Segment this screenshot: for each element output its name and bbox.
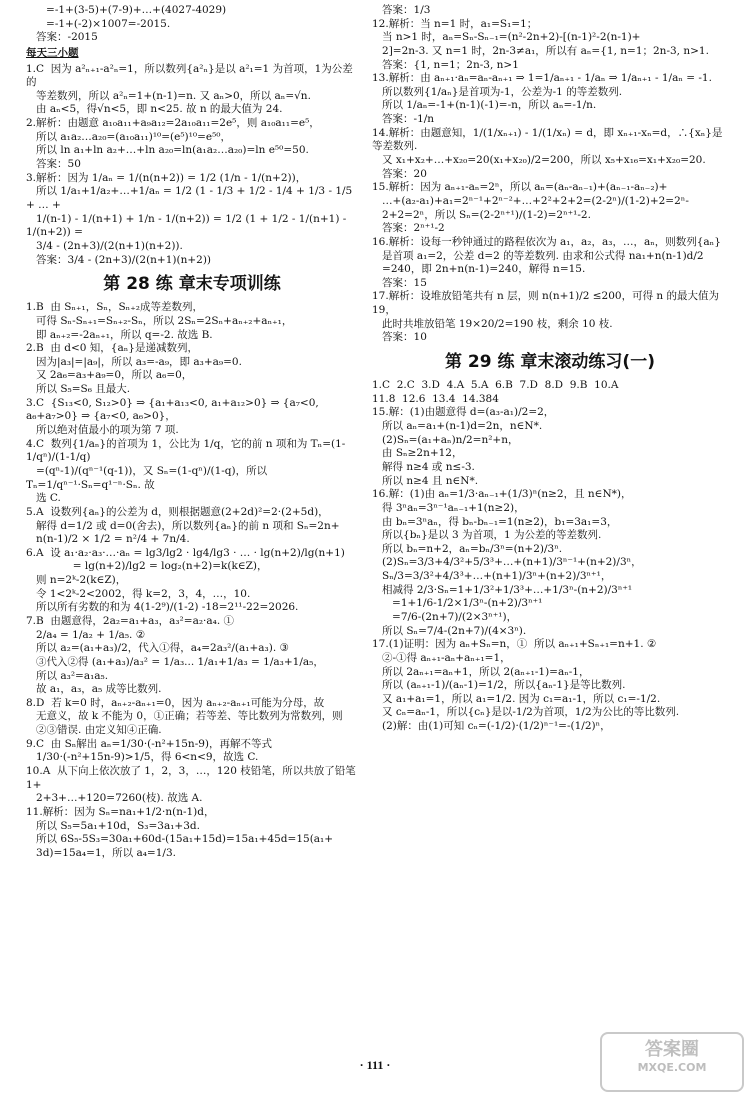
text-line: 令 1<2ᵏ-2<2002，得 k=2，3，4，…，10. (26, 587, 251, 600)
text-line: 因为|a₃|=|a₉|，所以 a₃=-a₉，即 a₃+a₉=0. (26, 355, 242, 368)
text-line: 所以 bₙ=n+2，aₙ=bₙ/3ⁿ=(n+2)/3ⁿ. (372, 542, 563, 555)
left-column (26, 4, 358, 861)
text-line: 所以 S₅=S₆ 且最大. (26, 383, 131, 396)
text-line: 2+2=2ⁿ，所以 Sₙ=(2-2ⁿ⁺¹)/(1-2)=2ⁿ⁺¹-2. (372, 208, 591, 221)
text-line: 无意义，故 k 不能为 0，①正确；若等差、等比数列为常数列，则 (26, 710, 343, 723)
text-line: n(n-1)/2 × 1/2 = n²/4 + 7n/4. (26, 533, 190, 546)
text-line: =(qⁿ-1)/(qⁿ⁻¹(q-1))，又 Sₙ=(1-qⁿ)/(1-q)，所以 Tₙ=1/qⁿ⁻¹·Sₙ=q¹⁻ⁿ·Sₙ. 故 (26, 464, 271, 491)
text-line: 2+3+…+120=7260(枝). 故选 A. (26, 792, 203, 805)
text-line: 10.A 从下向上依次放了 1，2，3，…，120 枝铅笔，所以共放了铅笔 1+ (26, 765, 360, 791)
text-line: 3.解析：因为 1/aₙ = 1/(n(n+2)) = 1/2 (1/n - 1/(n+2))， (26, 171, 307, 184)
text-line: 8.D 若 k=0 时，aₙ₊₂-aₙ₊₁=0，因为 aₙ₊₂-aₙ₊₁可能为分母，故 (26, 696, 325, 709)
text-line: 1.C 2.C 3.D 4.A 5.A 6.B 7.D 8.D 9.B 10.A (372, 379, 619, 392)
text-line: 17.(1)证明：因为 aₙ+Sₙ=n，① 所以 aₙ₊₁+Sₙ₊₁=n+1. ② (372, 638, 657, 651)
text-line: 16.解析：设每一秒钟通过的路程依次为 a₁，a₂，a₃，…，aₙ，则数列{aₙ} (372, 235, 721, 248)
text-line: 15.解：(1)由题意得 d=(a₃-a₁)/2=2， (372, 406, 555, 419)
text-line: Sₙ/3=3/3²+4/3³+…+(n+1)/3ⁿ+(n+2)/3ⁿ⁺¹， (372, 570, 612, 583)
text-line: 相减得 2/3·Sₙ=1+1/3²+1/3³+…+1/3ⁿ-(n+2)/3ⁿ⁺¹ (372, 583, 633, 596)
text-line: 所以绝对值最小的项为第 7 项. (26, 424, 179, 437)
text-line: 故 a₁，a₃，a₅ 成等比数列. (26, 683, 162, 696)
right-column (372, 4, 728, 734)
text-line: 又 x₁+x₂+…+x₂₀=20(x₁+x₂₀)/2=200，所以 x₅+x₁₆=x₁+x₂₀=20. (372, 154, 706, 167)
text-line: 2.B 由 d<0 知，{aₙ}是递减数列， (26, 342, 198, 355)
text-line: 所以 S₅=5a₁+10d，S₃=3a₁+3d. (26, 819, 200, 832)
watermark-logo (600, 1032, 744, 1092)
text-line: 则 n=2ᵏ-2(k∈Z)， (26, 574, 127, 587)
text-line: 所以 2aₙ₊₁=aₙ+1，所以 2(aₙ₊₁-1)=aₙ-1， (372, 665, 590, 678)
text-line: 17.解析：设堆放铅笔共有 n 层，则 n(n+1)/2 ≤200，可得 n 的最大值为 19， (372, 290, 723, 317)
text-line: 4.C 数列{1/aₙ}的首项为 1，公比为 1/q，它的前 n 项和为 Tₙ=(1-1/qⁿ)/(1-1/q) (26, 437, 346, 464)
text-line: 1/(n-1) - 1/(n+1) + 1/n - 1/(n+2)) = 1/2 (1 + 1/2 - 1/(n+1) - 1/(n+2)) = (26, 212, 350, 239)
text-line: 所以{bₙ}是以 3 为首项，1 为公差的等差数列. (372, 529, 602, 542)
text-line: 2.解析：由题意 a₁₀a₁₁+a₉a₁₂=2a₁₀a₁₁=2e⁵，则 a₁₀a₁₁=e⁵， (26, 117, 320, 130)
text-line: 解得 d=1/2 或 d=0(舍去)，所以数列{aₙ}的前 n 项和 Sₙ=2n+ (26, 519, 340, 532)
text-line: 由 Sₙ≥2n+12， (372, 447, 463, 460)
text-line: 13.解析：由 aₙ₊₁·aₙ=aₙ-aₙ₊₁ ⇒ 1=1/aₙ₊₁ - 1/aₙ ⇒ 1/aₙ₊₁ - 1/aₙ = -1. (372, 72, 712, 85)
text-line: 即 aₙ₊₂=-2aₙ₊₁，所以 q=-2. 故选 B. (26, 328, 213, 341)
text-line: 又 a₁+a₁=1，所以 a₁=1/2. 因为 c₁=a₁-1，所以 c₁=-1/2. (372, 692, 661, 705)
text-line: 11.解析：因为 Sₙ=na₁+1/2·n(n-1)d， (26, 805, 215, 818)
text-line: …+(a₂-a₁)+a₁=2ⁿ⁻¹+2ⁿ⁻²+…+2²+2+2=(2-2ⁿ)/(1-2)+2=2ⁿ- (372, 194, 689, 207)
text-line: 所以 a₃²=a₁a₅. (26, 669, 109, 682)
text-line: 又 2a₆=a₃+a₉=0，所以 a₆=0， (26, 369, 193, 382)
text-line: 所以所有劣数的和为 4(1-2⁹)/(1-2) -18=2¹¹-22=2026. (26, 601, 299, 614)
text-line: 所以 (aₙ₊₁-1)/(aₙ-1)=1/2，所以{aₙ-1}是等比数列. (372, 679, 626, 692)
text-line: 此时共堆放铅笔 19×20/2=190 枝，剩余 10 枝. (372, 317, 613, 330)
text-line: 是首项 a₁=2，公差 d=2 的等差数列. 由求和公式得 na₁+n(n-1)d/2 (372, 249, 704, 262)
text-line: 答案：2ⁿ⁺¹-2 (372, 222, 445, 235)
text-line: 又 cₙ=aₙ-1，所以{cₙ}是以-1/2为首项，1/2为公比的等比数列. (372, 706, 680, 719)
text-line: (2)Sₙ=3/3+4/3²+5/3³+…+(n+1)/3ⁿ⁻¹+(n+2)/3ⁿ， (372, 556, 642, 569)
text-line: 所以 a₁a₂…a₂₀=(a₁₀a₁₁)¹⁰=(e⁵)¹⁰=e⁵⁰， (26, 130, 231, 143)
text-line: 所以 aₙ=a₁+(n-1)d=2n，n∈N*. (372, 420, 543, 433)
text-line: 16.解：(1)由 aₙ=1/3·aₙ₋₁+(1/3)ⁿ(n≥2，且 n∈N*)， (372, 488, 632, 501)
text-line: 1.B 由 Sₙ₊₁，Sₙ，Sₙ₊₂成等差数列， (26, 301, 203, 314)
text-line: 答案：20 (372, 167, 427, 180)
text-line: 所以 1/a₁+1/a₂+…+1/aₙ = 1/2 (1 - 1/3 + 1/2 - 1/4 + 1/3 - 1/5 + … + (26, 185, 356, 211)
text-line: 2]=2n-3. 又 n=1 时，2n-3≠a₁，所以有 aₙ={1, n=1；2n-3, n>1. (372, 44, 709, 57)
text-line: =1+1/6-1/2×1/3ⁿ-(n+2)/3ⁿ⁺¹ (372, 597, 543, 610)
text-line: 答案：-2015 (26, 31, 98, 44)
text-line: =-1+(-2)×1007=-2015. (26, 17, 171, 30)
text-line: 所以 a₂=(a₁+a₃)/2，代入①得，a₄=2a₃²/(a₁+a₃). ③ (26, 642, 289, 655)
text-line: =240，即 2n+n(n-1)=240，解得 n=15. (372, 263, 586, 276)
text-line: 由 aₙ<5，得√n<5，即 n<25. 故 n 的最大值为 24. (26, 103, 283, 116)
text-line: 当 n>1 时，aₙ=Sₙ-Sₙ₋₁=(n²-2n+2)-[(n-1)²-2(n-1)+ (372, 31, 641, 44)
text-line: = lg(n+2)/lg2 = log₂(n+2)=k(k∈Z)， (26, 560, 268, 573)
text-line: 等差数列，所以 a²ₙ=1+(n-1)=n. 又 aₙ>0，所以 aₙ=√n. (26, 89, 311, 102)
text-line: 由 bₙ=3ⁿaₙ，得 bₙ-bₙ₋₁=1(n≥2)，b₁=3a₁=3， (372, 515, 618, 528)
text-line: 答案：10 (372, 331, 427, 344)
text-line: 3d)=15a₄=1，所以 a₄=1/3. (26, 846, 176, 859)
text-line: 15.解析：因为 aₙ₊₁-aₙ=2ⁿ，所以 aₙ=(aₙ-aₙ₋₁)+(aₙ₋₁-aₙ₋₂)+ (372, 181, 668, 194)
text-line: 所以数列{1/aₙ}是首项为-1，公差为-1 的等差数列. (372, 85, 623, 98)
text-line: =7/6-(2n+7)/(2×3ⁿ⁺¹)， (372, 611, 518, 623)
text-line: 所以 n≥4 且 n∈N*. (372, 474, 479, 487)
subsection-title: 每天三小题 (26, 46, 79, 59)
text-line: 14.解析：由题意知，1/(1/xₙ₊₁) - 1/(1/xₙ) = d，即 xₙ₊₁-xₙ=d，∴{xₙ}是等差数列. (372, 126, 723, 153)
text-line: 3.C {S₁₃<0, S₁₂>0} ⇒ {a₁+a₁₃<0, a₁+a₁₂>0} ⇒ {a₇<0, a₆+a₇>0} ⇒ {a₇<0, a₆>0}， (26, 396, 323, 423)
text-line: 5.A 设数列{aₙ}的公差为 d，则根据题意(2+2d)²=2·(2+5d)， (26, 505, 329, 518)
text-line: =-1+(3-5)+(7-9)+…+(4027-4029) (26, 4, 227, 16)
text-line: 1.C 因为 a²ₙ₊₁-a²ₙ=1，所以数列{a²ₙ}是以 a²₁=1 为首项，1为公差的 (26, 62, 353, 89)
text-line: 所以 1/aₙ=-1+(n-1)(-1)=-n，所以 aₙ=-1/n. (372, 99, 597, 112)
text-line: 答案：1/3 (372, 4, 431, 16)
text-line: 答案：{1, n=1；2n-3, n>1 (372, 58, 519, 71)
text-line: 9.C 由 Sₙ解出 aₙ=1/30·(-n²+15n-9)，再解不等式 (26, 737, 273, 750)
text-line: 答案：3/4 - (2n+3)/(2(n+1)(n+2)) (26, 253, 212, 266)
text-line: 答案：15 (372, 276, 427, 289)
section-title: 第 28 练 章末专项训练 (103, 274, 281, 295)
text-line: 7.B 由题意得，2a₂=a₁+a₃，a₃²=a₂·a₄. ① (26, 615, 235, 627)
text-line: 答案：50 (26, 158, 81, 171)
text-line: 3/4 - (2n+3)/(2(n+1)(n+2)). (26, 239, 183, 252)
watermark-url: MXQE.COM (637, 1061, 707, 1075)
text-line: 所以 ln a₁+ln a₂+…+ln a₂₀=ln(a₁a₂…a₂₀)=ln e⁵⁰=50. (26, 144, 309, 157)
text-line: 1/30·(-n²+15n-9)>1/5，得 6<n<9，故选 C. (26, 751, 259, 764)
text-line: 解得 n≥4 或 n≤-3. (372, 460, 475, 473)
text-line: 6.A 设 a₁·a₂·a₃·…·aₙ = lg3/lg2 · lg4/lg3 · … · lg(n+2)/lg(n+1) (26, 546, 345, 559)
text-line: 2/a₄ = 1/a₂ + 1/a₅. ② (26, 628, 146, 641)
text-line: 11.8 12.6 13.4 14.384 (372, 392, 499, 405)
section-title: 第 29 练 章末滚动练习(一) (445, 352, 655, 373)
text-line: ②③错误. 由定义知④正确. (26, 724, 162, 737)
text-line: 所以 6S₅-5S₃=30a₁+60d-(15a₁+15d)=15a₁+45d=15(a₁+ (26, 833, 334, 846)
text-line: (2)Sₙ=(a₁+aₙ)n/2=n²+n， (372, 433, 519, 446)
watermark-text: 答案圈 (645, 1039, 699, 1060)
text-line: 所以 Sₙ=7/4-(2n+7)/(4×3ⁿ). (372, 624, 527, 637)
text-line: ②-①得 aₙ₊₁-aₙ+aₙ₊₁=1， (372, 651, 511, 664)
text-line: 12.解析：当 n=1 时，a₁=S₁=1； (372, 17, 538, 30)
text-line: 得 3ⁿaₙ=3ⁿ⁻¹aₙ₋₁+1(n≥2)， (372, 501, 525, 514)
page-number: · 111 · (359, 1058, 391, 1072)
text-line: ③代入②得 (a₁+a₃)/a₃² = 1/a₃... 1/a₁+1/a₃ = 1/a₃+1/a₅， (26, 655, 324, 668)
text-line: (2)解：由(1)可知 cₙ=(-1/2)·(1/2)ⁿ⁻¹=-(1/2)ⁿ， (372, 720, 611, 733)
text-line: 选 C. (26, 492, 61, 505)
text-line: 答案：-1/n (372, 113, 435, 126)
text-line: 可得 Sₙ-Sₙ₊₁=Sₙ₊₂-Sₙ，所以 2Sₙ=2Sₙ+aₙ₊₂+aₙ₊₁， (26, 314, 293, 327)
